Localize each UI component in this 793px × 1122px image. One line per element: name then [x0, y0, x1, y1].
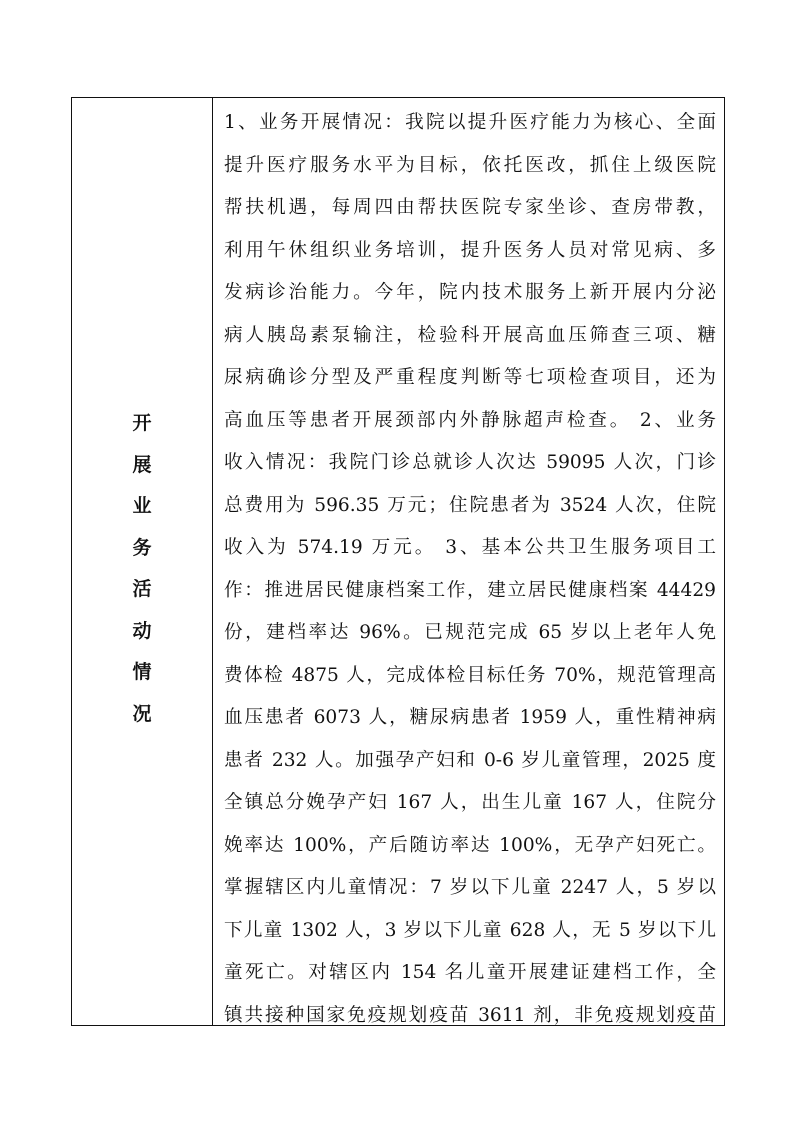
column-divider	[212, 98, 213, 1025]
content-cell	[224, 102, 716, 1037]
content-line: 收入情况：我院门诊总就诊人次达 59095 人次，门诊	[224, 452, 716, 473]
content-line: 镇共接种国家免疫规划疫苗 3611 剂，非免疫规划疫苗	[224, 1004, 716, 1026]
content-line: 患者 232 人。加强孕产妇和 0-6 岁儿童管理，2025 度	[224, 749, 716, 771]
content-line: 收入为 574.19 万元。 3、基本公共卫生服务项目工	[224, 537, 716, 558]
content-line: 尿病确诊分型及严重程度判断等七项检查项目，还为	[224, 367, 716, 388]
content-line: 下儿童 1302 人，3 岁以下儿童 628 人，无 5 岁以下儿	[224, 919, 716, 941]
content-line: 血压患者 6073 人，糖尿病患者 1959 人，重性精神病	[224, 707, 716, 728]
content-line: 1、业务开展情况：我院以提升医疗能力为核心、全面	[224, 112, 716, 133]
content-line: 帮扶机遇，每周四由帮扶医院专家坐诊、查房带教，	[224, 197, 716, 218]
content-line: 利用午休组织业务培训，提升医务人员对常见病、多	[224, 239, 716, 261]
row-label: 开 展 业 务 活 动 情 况	[132, 412, 152, 725]
content-line: 掌握辖区内儿童情况：7 岁以下儿童 2247 人，5 岁以	[224, 877, 716, 898]
content-line: 总费用为 596.35 万元；住院患者为 3524 人次，住院	[224, 494, 716, 516]
content-line: 全镇总分娩孕产妇 167 人，出生儿童 167 人，住院分	[224, 792, 716, 813]
content-line: 费体检 4875 人，完成体检目标任务 70%，规范管理高	[224, 664, 716, 686]
content-line: 份，建档率达 96%。已规范完成 65 岁以上老年人免	[224, 622, 716, 643]
activity-table	[71, 97, 725, 1026]
label-cell	[72, 98, 212, 1025]
content-line: 病人胰岛素泵输注，检验科开展高血压筛查三项、糖	[224, 324, 716, 346]
content-line: 作：推进居民健康档案工作，建立居民健康档案 44429	[224, 579, 716, 601]
content-line: 高血压等患者开展颈部内外静脉超声检查。 2、业务	[224, 409, 716, 431]
content-line: 提升医疗服务水平为目标，依托医改，抓住上级医院	[224, 154, 716, 176]
content-line: 童死亡。对辖区内 154 名儿童开展建证建档工作，全	[224, 962, 716, 983]
content-line: 娩率达 100%，产后随访率达 100%，无孕产妇死亡。	[224, 834, 716, 856]
content-line: 发病诊治能力。今年，院内技术服务上新开展内分泌	[224, 282, 716, 303]
